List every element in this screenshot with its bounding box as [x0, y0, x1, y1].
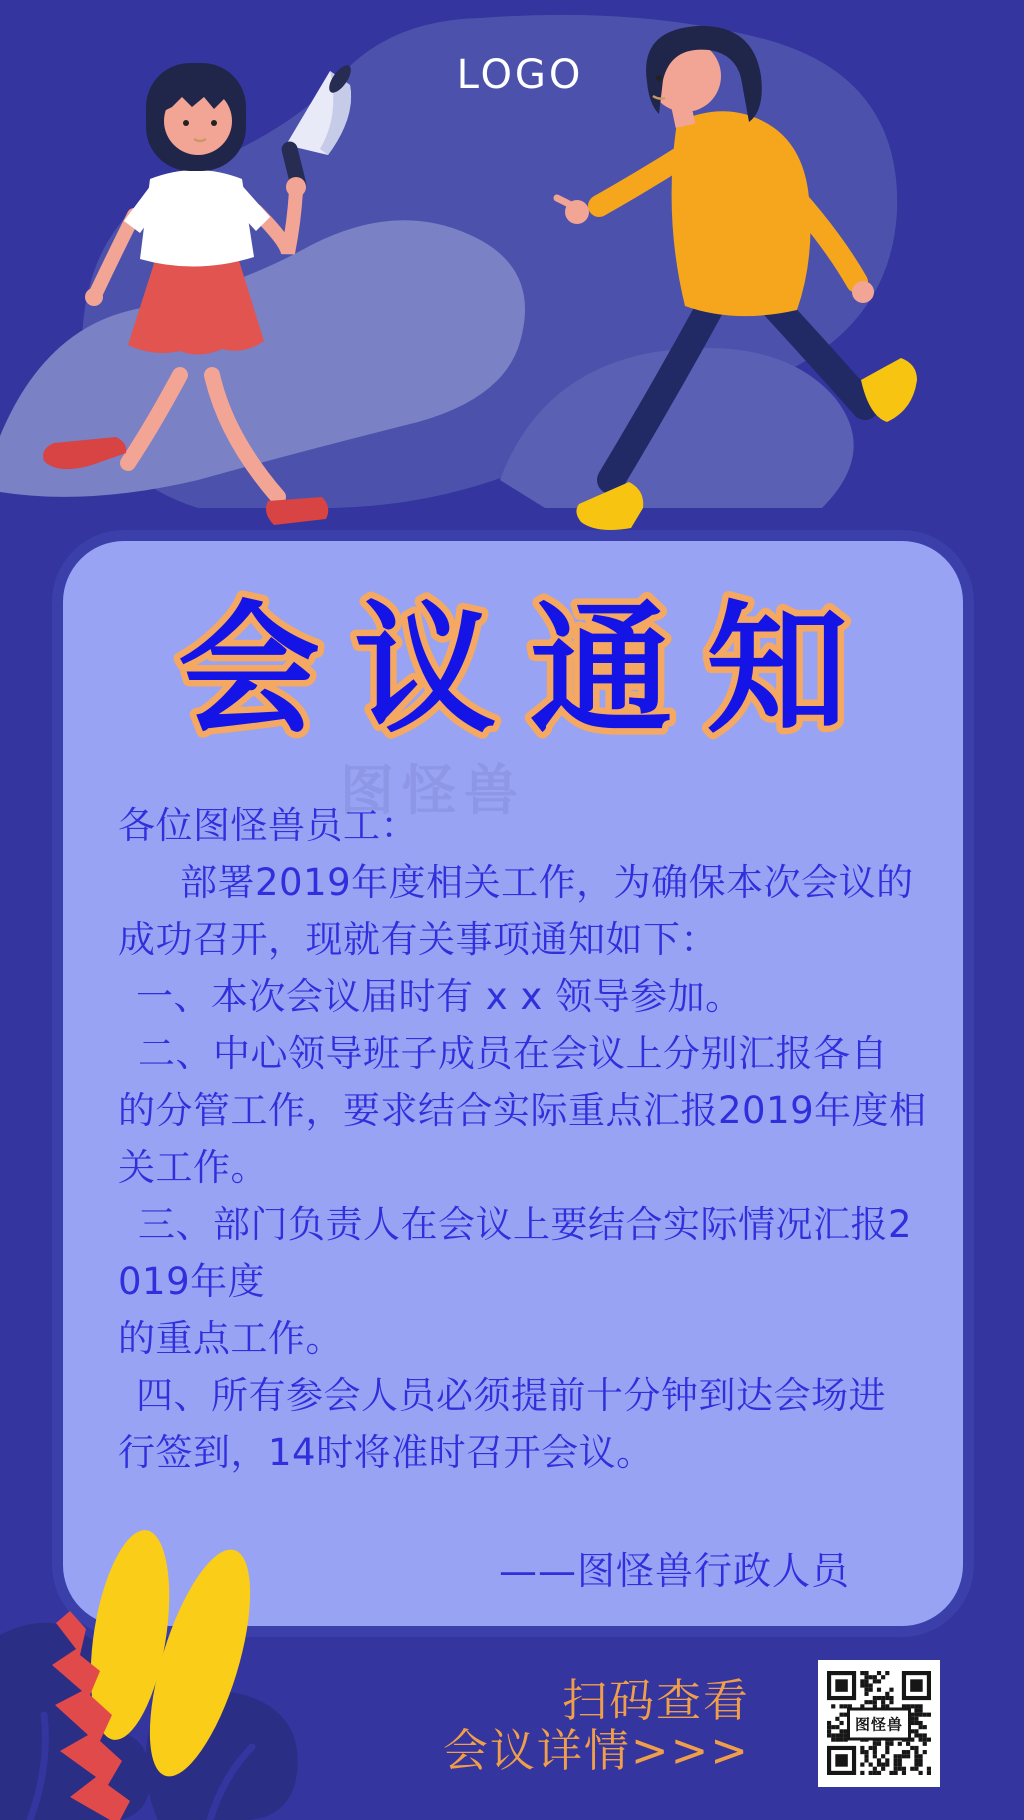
notice-line: 的重点工作。: [118, 1317, 343, 1360]
notice-line: 部署2019年度相关工作，为确保本次会议的: [180, 861, 914, 904]
notice-line: 019年度: [118, 1260, 266, 1303]
footer-caption: [443, 1676, 750, 1776]
qr-code: [818, 1660, 940, 1787]
notice-line: 各位图怪兽员工：: [118, 804, 418, 847]
notice-signature: ——图怪兽行政人员: [498, 1549, 850, 1593]
notice-line: 行签到，14时将准时召开会议。: [118, 1431, 654, 1474]
notice-title: [63, 581, 963, 766]
svg-text:会议通知: 会议通知: [178, 588, 882, 753]
qr-center-label: 图怪兽: [847, 1707, 911, 1740]
woman-with-megaphone-illustration: [30, 45, 360, 535]
notice-line: 关工作。: [118, 1146, 268, 1189]
notice-line: 二、中心领导班子成员在会议上分别汇报各自: [138, 1032, 888, 1075]
leaves-decoration: [0, 1495, 330, 1820]
footer-caption-line1: 扫码查看: [561, 1674, 750, 1727]
logo-text: LOGO: [456, 52, 584, 98]
notice-line: 成功召开，现就有关事项通知如下：: [118, 918, 718, 961]
notice-line: 的分管工作，要求结合实际重点汇报2019年度相: [118, 1089, 927, 1132]
notice-line: 四、所有参会人员必须提前十分钟到达会场进: [136, 1374, 886, 1417]
notice-line: 一、本次会议届时有 x x 领导参加。: [136, 975, 743, 1018]
notice-line: 三、部门负责人在会议上要结合实际情况汇报2: [138, 1203, 913, 1246]
megaphone-icon: [280, 62, 355, 194]
running-man-illustration: [535, 18, 935, 538]
footer-caption-line2: 会议详情>>>: [442, 1724, 750, 1777]
notice-body: [118, 797, 933, 1481]
notice-card: [52, 530, 974, 1637]
